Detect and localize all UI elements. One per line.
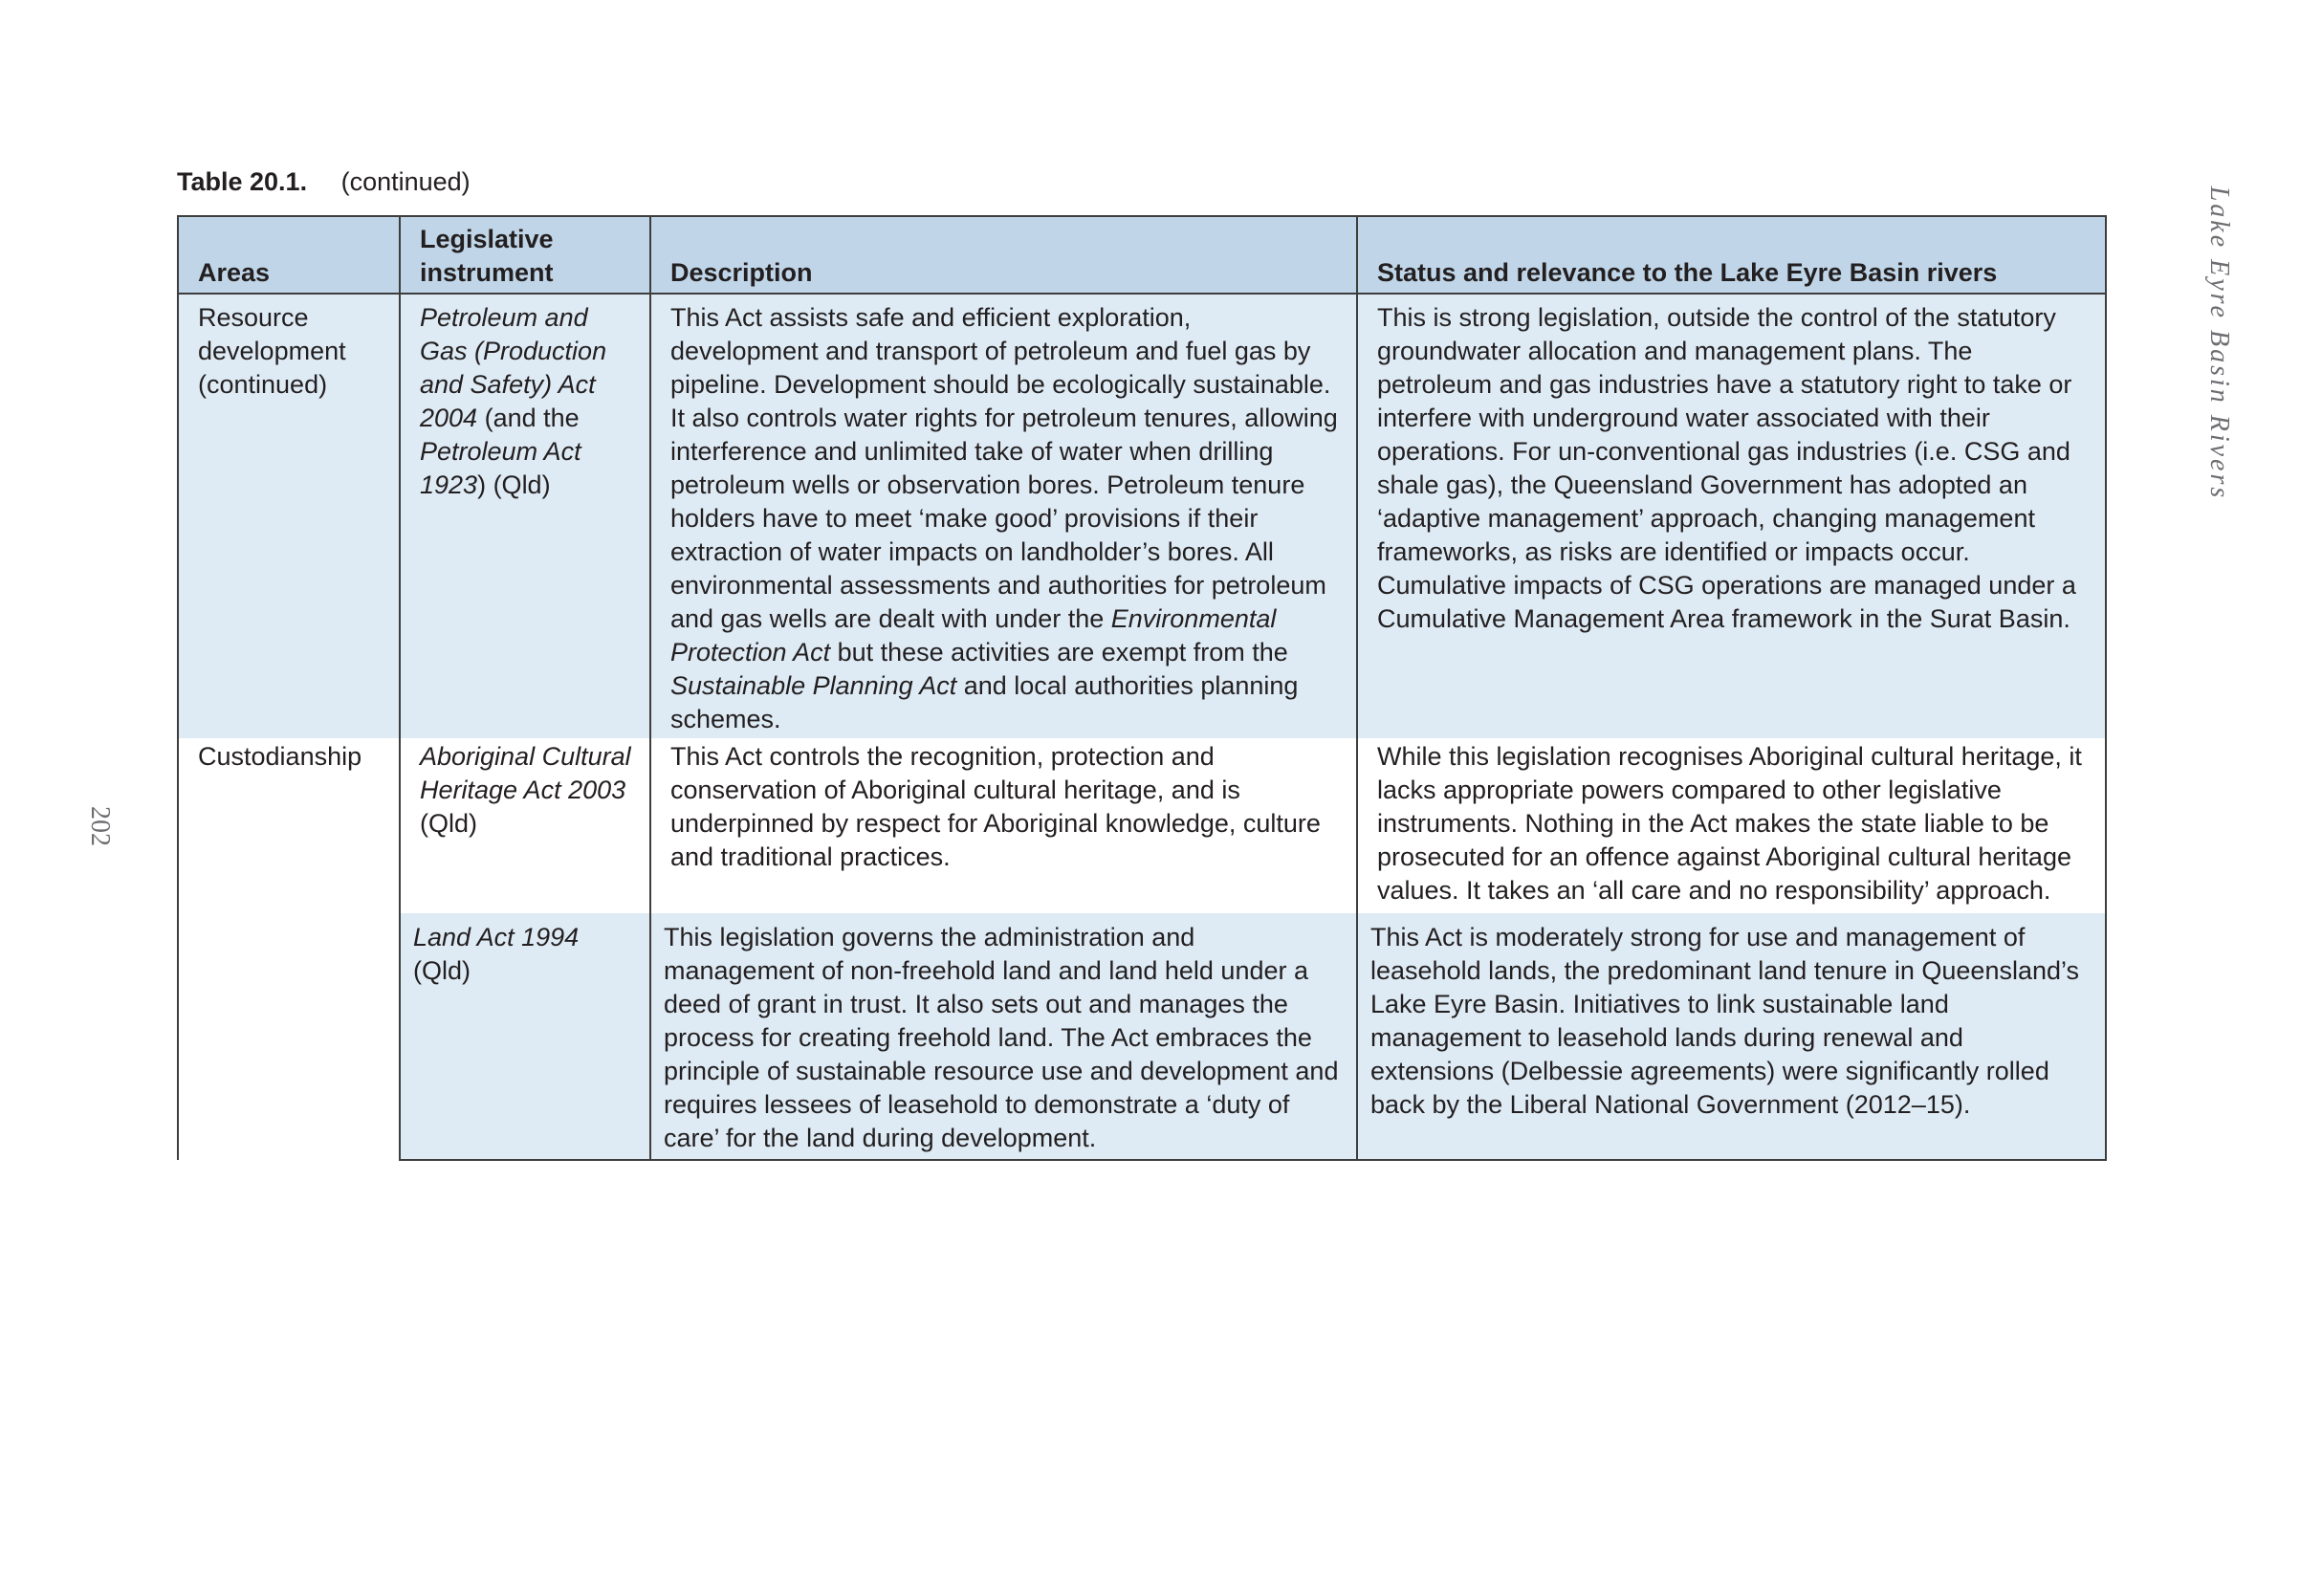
cell-description: This Act controls the recognition, protection and conservation of Aboriginal cultural heritage, and is underpinned by respect for Aboriginal knowledge, culture and traditional practices. (650, 738, 1357, 913)
legislation-table (177, 215, 2107, 1161)
table-label: Table 20.1. (177, 167, 308, 196)
act-title: Aboriginal Cultural Heritage Act 2003 (420, 742, 631, 804)
header-instrument-line1: Legislative (420, 225, 554, 253)
cell-description: This Act assists safe and efficient exploration, development and transport of petroleum and fuel gas by pipeline. Development should be ecologically sustainable. It also controls water rights for petroleum tenures, allowing interference and unlimited take of water when drilling petroleum wells or observation bores. Petroleum tenure holders have to meet ‘make good’ provisions if their extraction of water impacts on landholder’s bores. All environmental assessments and authorities for petroleum and gas wells are dealt with under the Environmental Protection Act but these activities are exempt from the Sustainable Planning Act and local authorities planning schemes. (650, 294, 1357, 738)
cell-status: While this legislation recognises Aboriginal cultural heritage, it lacks appropriate powers compared to other legislative instruments. Nothing in the Act makes the state liable to be prosecuted for an offence against Aboriginal cultural heritage values. It takes an ‘all care and no responsibility’ approach. (1357, 738, 2106, 913)
table-row (178, 738, 2106, 913)
page-number: 202 (85, 806, 115, 846)
cell-area: Resource development (continued) (178, 294, 400, 738)
table-row (178, 294, 2106, 738)
table-continued-note: (continued) (340, 167, 471, 196)
running-head: Lake Eyre Basin Rivers (2204, 186, 2234, 501)
act-reference: Environmental Protection Act (670, 604, 1277, 667)
act-title: Petroleum Act 1923 (420, 437, 581, 499)
table-caption (177, 164, 471, 199)
header-areas: Areas (178, 216, 400, 294)
act-reference: Sustainable Planning Act (670, 671, 957, 700)
act-title: Land Act 1994 (413, 923, 580, 951)
cell-description: This legislation governs the administration and management of non-freehold land and land held under a deed of grant in trust. It also sets out and manages the process for creating freehold land. The Act embraces the principle of sustainable resource use and development and requires lessees of leasehold to demonstrate a ‘duty of care’ for the land during development. (650, 913, 1357, 1160)
cell-area: Custodianship (178, 738, 400, 1160)
table-row (178, 913, 2106, 1160)
cell-instrument: Aboriginal Cultural Heritage Act 2003 (Qld) (400, 738, 650, 913)
header-description: Description (650, 216, 1357, 294)
cell-instrument: Land Act 1994 (Qld) (400, 913, 650, 1160)
act-title: Petroleum and Gas (Production and Safety) Act 2004 (420, 303, 607, 432)
cell-status: This is strong legislation, outside the control of the statutory groundwater allocation and management plans. The petroleum and gas industries have a statutory right to take or interfere with underground water associated with their operations. For un-conventional gas industries (i.e. CSG and shale gas), the Queensland Government has adopted an ‘adaptive management’ approach, changing management frameworks, as risks are identified or impacts occur. Cumulative impacts of CSG operations are managed under a Cumulative Management Area framework in the Surat Basin. (1357, 294, 2106, 738)
header-legislative-instrument (400, 216, 650, 294)
header-instrument-line2: instrument (420, 258, 554, 287)
cell-instrument: Petroleum and Gas (Production and Safety) Act 2004 (and the Petroleum Act 1923) (Qld) (400, 294, 650, 738)
table-header-row (178, 216, 2106, 294)
cell-status: This Act is moderately strong for use and management of leasehold lands, the predominant land tenure in Queensland’s Lake Eyre Basin. Initiatives to link sustainable land management to leasehold lands during renewal and extensions (Delbessie agreements) were significantly rolled back by the Liberal National Government (2012–15). (1357, 913, 2106, 1160)
header-status: Status and relevance to the Lake Eyre Basin rivers (1357, 216, 2106, 294)
